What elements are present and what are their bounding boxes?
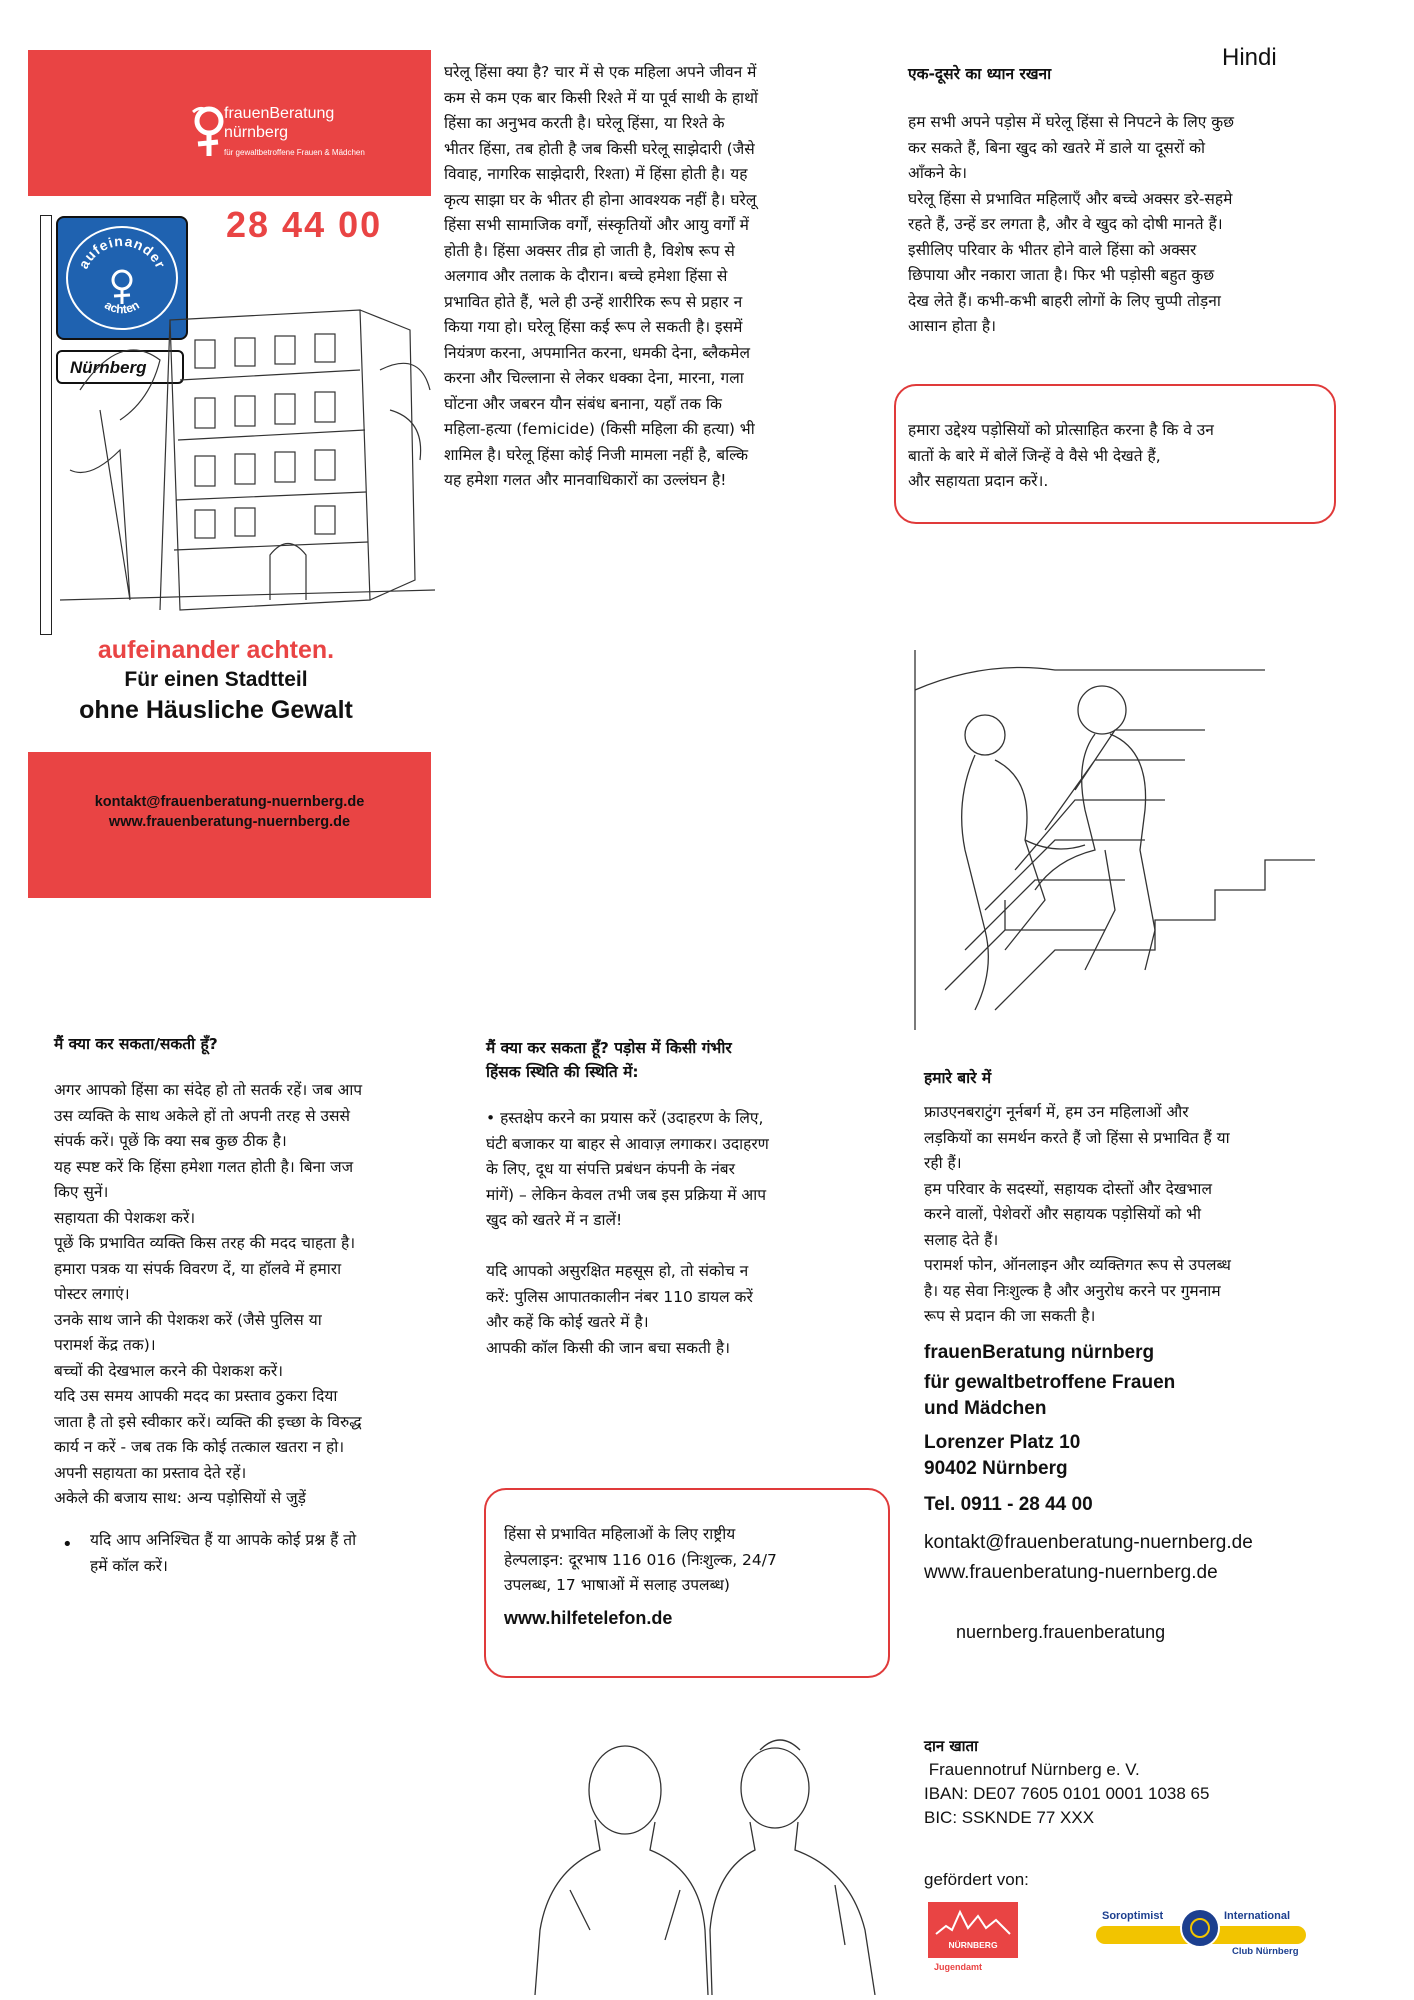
serious-heading: मैं क्या कर सकता हूँ? पड़ोस में किसी गंभीर हिंसक स्थिति की स्थिति में: <box>486 1039 732 1081</box>
contact-box-web[interactable]: www.frauenberatung-nuernberg.de <box>108 814 351 830</box>
language-label: Hindi <box>1222 44 1277 71</box>
donation-bic: BIC: SSKNDE 77 XXX <box>924 1808 1095 1827</box>
soroptimist-left-text: Soroptimist <box>1102 1910 1164 1922</box>
contact-box <box>28 752 431 898</box>
about-org1: frauenBeratung nürnberg <box>924 1342 1155 1363</box>
soroptimist-right-text: International <box>1224 1910 1291 1922</box>
brand-header-box <box>28 50 431 196</box>
about-web[interactable]: www.frauenberatung-nuernberg.de <box>924 1562 1218 1583</box>
about-org2: für gewaltbetroffene Frauen <box>924 1372 1176 1393</box>
helpline-box <box>484 1488 890 1678</box>
what-can-i-do-bullet: यदि आप अनिश्चित हैं या आपके कोई प्रश्न हैं तो हमें कॉल करें। <box>90 1531 357 1575</box>
about-phone[interactable]: Tel. 0911 - 28 44 00 <box>924 1494 1093 1515</box>
serious-paragraph: • हस्तक्षेप करने का प्रयास करें (उदाहरण के लिए, घंटी बजाकर या बाहर से आवाज़ लगाकर। उदाहरण के लिए, दूध या संपत्ति प्रबंधन कंपनी के नंबर मांगें) – लेकिन केवल तभी जब इस प्रक्रिया में आप खुद को खतरे में न डालें! यदि आपको असुरक्षित महसूस हो, तो संकोच न करें: पुलिस आपातकालीन नंबर 110 डायल करें और कहें कि कोई खतरे में है। आपकी कॉल किसी की जान बचा सकती है। <box>486 1109 769 1357</box>
goal-text: हमारा उद्देश्य पड़ोसियों को प्रोत्साहित करना है कि वे उन बातों के बारे में बोलें जिन्हें वे वैसे भी देखते हैं, और सहायता प्रदान करें।. <box>908 421 1214 490</box>
goal-box <box>894 384 1336 524</box>
about-paragraph: फ्राउएनबराटुंग नूर्नबर्ग में, हम उन महिलाओं और लड़कियों का समर्थन करते हैं जो हिंसा से प्रभावित हैं या रही हैं। हम परिवार के सदस्यों, सहायक दोस्तों और देखभाल करने वालों, पेशेवरों और सहायक पड़ोसियों को भी सलाह देते हैं। परामर्श फोन, ऑनलाइन और व्यक्तिगत रूप से उपलब्ध है। यह सेवा निःशुल्क है और अनुरोध करने पर गुमनाम रूप से प्रदान की जा सकती है। <box>924 1103 1231 1325</box>
about-heading: हमारे बारे में <box>924 1069 992 1087</box>
jugendamt-label: Jugendamt <box>934 1962 983 1972</box>
about-city: 90402 Nürnberg <box>924 1458 1068 1479</box>
slogan-line3: ohne Häusliche Gewalt <box>79 696 353 724</box>
funded-by-label: gefördert von: <box>924 1870 1029 1889</box>
about-social[interactable]: nuernberg.frauenberatung <box>956 1622 1166 1642</box>
sign-pole <box>40 215 52 635</box>
org-logo-icon <box>188 102 228 162</box>
castle-icon <box>934 1906 1012 1936</box>
building-illustration <box>60 270 435 620</box>
about-street: Lorenzer Platz 10 <box>924 1432 1081 1453</box>
care-paragraph: हम सभी अपने पड़ोस में घरेलू हिंसा से निपटने के लिए कुछ कर सकते हैं, बिना खुद को खतरे में डाले या दूसरों को आँकने के। घरेलू हिंसा से प्रभावित महिलाएँ और बच्चे अक्सर डरे-सहमे रहते हैं, उन्हें डर लगता है, और वे खुद को दोषी मानते हैं। इसीलिए परिवार के भीतर होने वाले हिंसा को अक्सर छिपाया और नकारा जाता है। फिर भी पड़ोसी बहुत कुछ देख लेते हैं। कभी-कभी बाहरी लोगों के लिए चुप्पी तोड़ना आसान होता है। <box>908 113 1235 335</box>
slogan-line1: aufeinander achten. <box>97 636 335 664</box>
soroptimist-club-text: Club Nürnberg <box>1232 1946 1299 1957</box>
soroptimist-logo <box>1096 1908 1306 1958</box>
org-name-line2: nürnberg <box>224 124 289 141</box>
org-name-line1: frauenBeratung <box>224 105 335 122</box>
donation-name: Frauennotruf Nürnberg e. V. <box>924 1760 1140 1779</box>
nuernberg-logo <box>928 1902 1018 1958</box>
women-illustration <box>530 1730 880 1995</box>
about-email[interactable]: kontakt@frauenberatung-nuernberg.de <box>924 1532 1253 1553</box>
svg-text:aufeinander <box>75 233 169 271</box>
contact-box-email[interactable]: kontakt@frauenberatung-nuernberg.de <box>94 794 365 810</box>
slogan-line2: Für einen Stadtteil <box>124 668 308 691</box>
what-can-i-do-paragraph: अगर आपको हिंसा का संदेह हो तो सतर्क रहें। जब आप उस व्यक्ति के साथ अकेले हों तो अपनी तरह से उससे संपर्क करें। पूछें कि क्या सब कुछ ठीक है। यह स्पष्ट करें कि हिंसा हमेशा गलत होती है। बिना जज किए सुनें। सहायता की पेशकश करें। पूछें कि प्रभावित व्यक्ति किस तरह की मदद चाहता है। हमारा पत्रक या संपर्क विवरण दें, या हॉलवे में हमारा पोस्टर लगाएं। उनके साथ जाने की पेशकश करें (जैसे पुलिस या परामर्श केंद्र तक)। बच्चों की देखभाल करने की पेशकश करें। यदि उस समय आपकी मदद का प्रस्ताव ठुकरा दिया जाता है तो इसे स्वीकार करें। व्यक्ति की इच्छा के विरुद्ध कार्य न करें - जब तक कि कोई तत्काल खतरा न हो। अपनी सहायता का प्रस्ताव देते रहें। अकेले की बजाय साथ: अन्य पड़ोसियों से जुड़ें <box>54 1081 363 1507</box>
what-can-i-do-heading: मैं क्या कर सकता/सकती हूँ? <box>54 1035 218 1053</box>
donation-iban: IBAN: DE07 7605 0101 0001 1038 65 <box>924 1784 1210 1803</box>
org-tagline: für gewaltbetroffene Frauen & Mädchen <box>224 148 365 157</box>
helpline-url[interactable]: www.hilfetelefon.de <box>504 1608 673 1628</box>
phone-number-big: 28 44 00 <box>226 204 383 245</box>
donation-heading: दान खाता <box>924 1737 978 1755</box>
about-org3: und Mädchen <box>924 1398 1047 1419</box>
stairs-illustration <box>905 650 1345 1030</box>
care-heading: एक-दूसरे का ध्यान रखना <box>908 65 1052 83</box>
intro-paragraph: घरेलू हिंसा क्या है? चार में से एक महिला अपने जीवन में कम से कम एक बार किसी रिश्ते में या पूर्व साथी के हाथों हिंसा का अनुभव करती है। घरेलू हिंसा, या रिश्ते के भीतर हिंसा, तब होती है जब किसी घरेलू साझेदारी (जैसे विवाह, नागरिक साझेदारी, रिश्ता) में हिंसा होती है। यह कृत्य साझा घर के भीतर ही होना आवश्यक नहीं है। घरेलू हिंसा सभी सामाजिक वर्गों, संस्कृतियों और आयु वर्गों में होती है। हिंसा अक्सर तीव्र हो जाती है, विशेष रूप से अलगाव और तलाक के दौरान। बच्चे हमेशा हिंसा से प्रभावित होते हैं, भले ही उन्हें शारीरिक रूप से प्रहार न किया गया हो। घरेलू हिंसा कई रूप ले सकती है। इसमें नियंत्रण करना, अपमानित करना, धमकी देना, ब्लैकमेल करना और चिल्लाना से लेकर धक्का देना, मारना, गला घोंटना और जबरन यौन संबंध बनाना, यहाँ तक कि महिला-हत्या (femicide) (किसी महिला की हत्या) भी शामिल है। घरेलू हिंसा कोई निजी मामला नहीं है, बल्कि यह हमेशा गलत और मानवाधिकारों का उल्लंघन है! <box>444 63 758 489</box>
sign-text-bottom: achten <box>102 297 142 317</box>
street-name-plate: Nürnberg <box>56 350 184 384</box>
helpline-text: हिंसा से प्रभावित महिलाओं के लिए राष्ट्रीय हेल्पलाइन: दूरभाष 116 016 (निःशुल्क, 24/7 उपलब्ध, 17 भाषाओं में सलाह उपलब्ध) <box>504 1525 777 1594</box>
nuernberg-logo-text: NÜRNBERG <box>948 1940 998 1950</box>
sign-text-top: aufeinander <box>75 232 170 272</box>
soroptimist-emblem-icon <box>1180 1908 1220 1948</box>
bullet-marker: • <box>62 1534 73 1555</box>
